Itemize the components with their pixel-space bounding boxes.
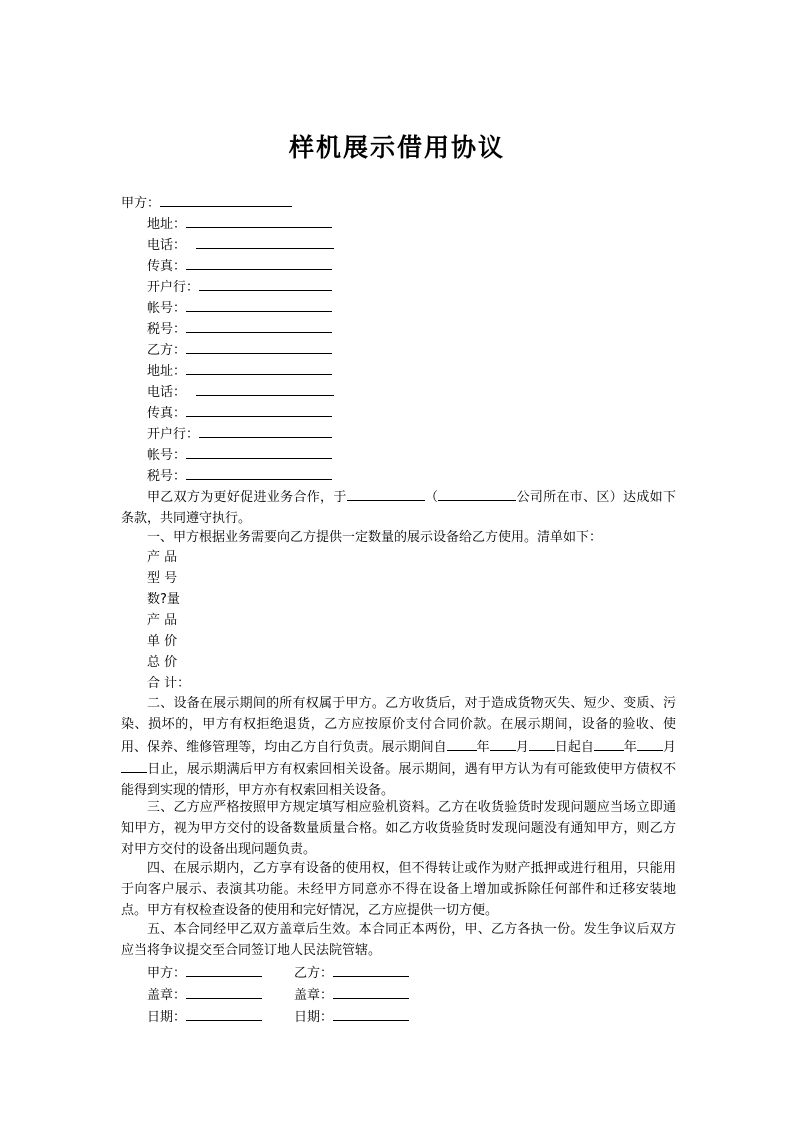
intro-paren: （ xyxy=(424,490,439,505)
field-label: 帐号： xyxy=(147,301,187,316)
from-day-label: 日起自 xyxy=(554,739,594,755)
intro-paragraph xyxy=(121,486,676,530)
field-blank[interactable] xyxy=(186,402,332,417)
field-label: 传真： xyxy=(147,259,187,274)
party-b-bank-row xyxy=(147,423,332,443)
party-a-tax-row xyxy=(147,318,332,338)
end-day-blank[interactable] xyxy=(121,758,147,773)
intro-text: 甲乙双方为更好促进业务合作，于 xyxy=(147,490,347,505)
field-blank[interactable] xyxy=(199,423,332,438)
start-month-blank[interactable] xyxy=(490,736,516,751)
field-label: 开户行： xyxy=(147,280,200,295)
field-blank[interactable] xyxy=(199,276,332,291)
clause-2-text-end: 日止，展示期满后甲方有权索回相关设备。展示期间，遇有甲方认为有可能致使甲方债权不能得到实现的情形，甲方亦有权索回相关设备。 xyxy=(121,762,676,799)
field-blank[interactable] xyxy=(186,465,332,480)
list-item: 数?量 xyxy=(147,592,180,607)
sig-blank[interactable] xyxy=(186,984,262,999)
field-blank[interactable] xyxy=(186,297,332,312)
clause-5: 五、本合同经甲乙双方盖章后生效。本合同正本两份，甲、乙方各执一份。发生争议后双方应当将争议提交至合同签订地人民法院管辖。 xyxy=(121,922,676,958)
list-item: 总 价 xyxy=(147,655,178,670)
party-b-label: 乙方： xyxy=(147,343,187,358)
clause-3: 三、乙方应严格按照甲方规定填写相应验机资料。乙方在收货验货时发现问题应当场立即通知甲方，视为甲方交付的设备数量质量合格。如乙方收货验货时发现问题没有通知甲方，则乙方对甲方交付的设备出现问题负责。 xyxy=(121,800,676,857)
document-title: 样机展示借用协议 xyxy=(288,133,505,162)
field-label: 税号： xyxy=(147,469,187,484)
year-label: 年 xyxy=(476,739,490,755)
party-b-row xyxy=(147,339,332,359)
field-label: 开户行： xyxy=(147,427,200,442)
party-a-row xyxy=(121,192,292,212)
field-label: 电话： xyxy=(147,385,187,400)
clause-1: 一、甲方根据业务需要向乙方提供一定数量的展示设备给乙方使用。清单如下： xyxy=(147,530,603,545)
field-label: 地址： xyxy=(147,217,187,232)
start-year-blank[interactable] xyxy=(447,736,477,751)
list-item: 产 品 xyxy=(147,613,178,628)
list-item: 产 品 xyxy=(147,550,178,565)
list-item: 型 号 xyxy=(147,571,178,586)
field-label: 税号： xyxy=(147,322,187,337)
start-day-blank[interactable] xyxy=(529,736,555,751)
field-label: 地址： xyxy=(147,364,187,379)
field-blank[interactable] xyxy=(186,444,332,459)
end-year-blank[interactable] xyxy=(594,736,624,751)
month-label: 月 xyxy=(662,739,676,755)
end-month-blank[interactable] xyxy=(637,736,663,751)
sig-blank[interactable] xyxy=(186,962,262,977)
field-label: 帐号： xyxy=(147,448,187,463)
clause-4: 四、在展示期内，乙方享有设备的使用权，但不得转让或作为财产抵押或进行租用，只能用于向客户展示、表演其功能。未经甲方同意亦不得在设备上增加或拆除任何部件和迁移安装地点。甲方有权检查设备的使用和完好情况，乙方应提供一切方便。 xyxy=(121,861,676,918)
party-a-label: 甲方： xyxy=(121,196,161,211)
field-blank[interactable] xyxy=(196,381,334,396)
party-b-account-row xyxy=(147,444,332,464)
sig-blank[interactable] xyxy=(186,1006,262,1021)
signature-left xyxy=(147,962,262,1028)
party-b-address-row xyxy=(147,360,332,380)
field-label: 传真： xyxy=(147,406,187,421)
sig-label: 甲方： xyxy=(147,966,187,981)
party-b-phone-row xyxy=(147,381,334,401)
party-b-blank[interactable] xyxy=(186,339,332,354)
sig-label: 盖章： xyxy=(294,988,334,1003)
location-blank[interactable] xyxy=(438,486,516,501)
sig-label: 乙方： xyxy=(294,966,334,981)
field-blank[interactable] xyxy=(186,318,332,333)
month-label: 月 xyxy=(515,739,529,755)
party-a-blank[interactable] xyxy=(160,192,292,207)
party-b-fax-row xyxy=(147,402,332,422)
party-a-phone-row xyxy=(147,234,334,254)
date-blank[interactable] xyxy=(347,486,425,501)
field-label: 电话： xyxy=(147,238,187,253)
field-blank[interactable] xyxy=(196,234,334,249)
field-blank[interactable] xyxy=(186,360,332,375)
list-item: 单 价 xyxy=(147,634,178,649)
clause-2-text: 二、设备在展示期间的所有权属于甲方。乙方收货后，对于造成货物灭失、短少、变质、污染、损坏的，甲方有权拒绝退货，乙方应按原价支付合同价款。在展示期间，设备的验收、使用、保养、维修管理等，均由乙方自行负责。展示期间自 xyxy=(121,696,676,755)
party-a-address-row xyxy=(147,213,332,233)
sig-label: 日期： xyxy=(147,1010,187,1025)
party-a-bank-row xyxy=(147,276,332,296)
sig-label: 日期： xyxy=(294,1010,334,1025)
intro-text-end: 公司所在市、区）达成如下条款，共同遵守执行。 xyxy=(121,490,676,526)
field-blank[interactable] xyxy=(186,213,332,228)
sig-blank[interactable] xyxy=(333,1006,409,1021)
signature-right xyxy=(294,962,409,1028)
party-a-account-row xyxy=(147,297,332,317)
sig-blank[interactable] xyxy=(333,962,409,977)
clause-2 xyxy=(121,694,676,802)
year-label: 年 xyxy=(623,739,637,755)
sig-blank[interactable] xyxy=(333,984,409,999)
field-blank[interactable] xyxy=(186,255,332,270)
party-b-tax-row xyxy=(147,465,332,485)
party-a-fax-row xyxy=(147,255,332,275)
list-item: 合 计： xyxy=(147,676,191,691)
sig-label: 盖章： xyxy=(147,988,187,1003)
